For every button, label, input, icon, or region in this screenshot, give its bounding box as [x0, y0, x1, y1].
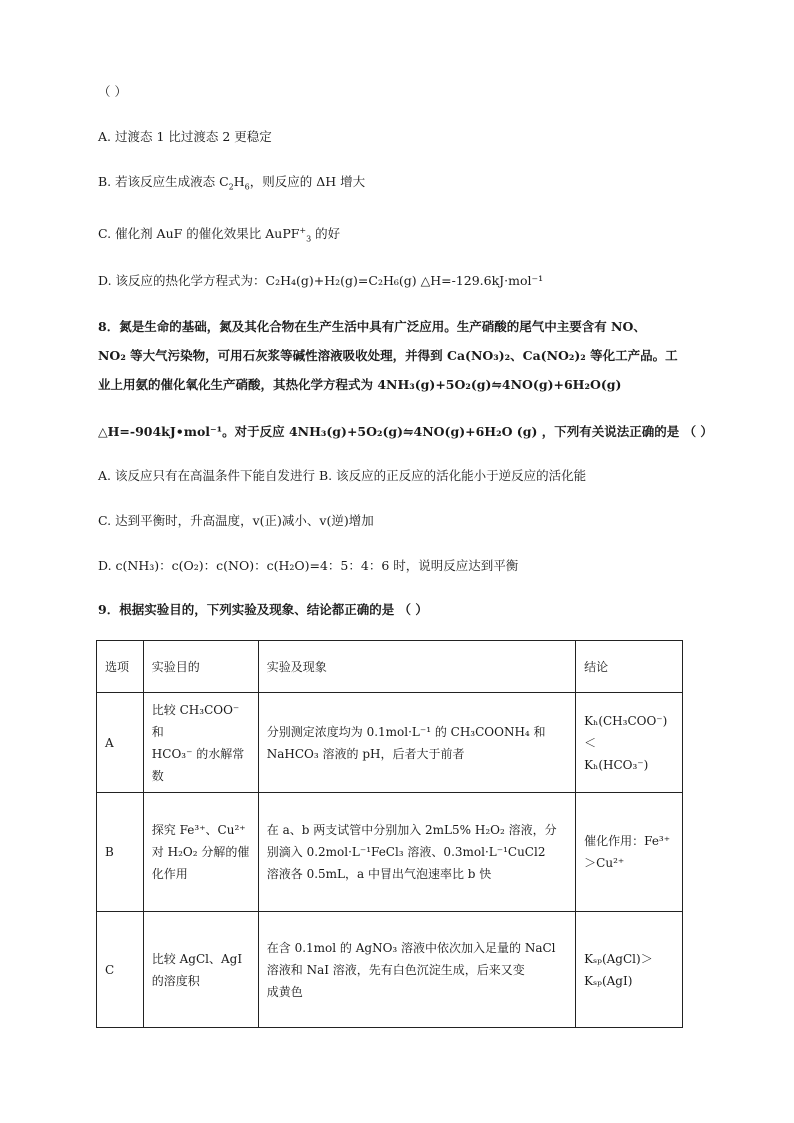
- procedure-line: 分别测定浓度均为 0.1mol·L⁻¹ 的 CH₃COONH₄ 和: [266, 724, 546, 739]
- procedure-line: 成黄色: [266, 984, 303, 999]
- procedure-line: 在含 0.1mol 的 AgNO₃ 溶液中依次加入足量的 NaCl: [266, 940, 556, 955]
- option-b-text-end: ，则反应的 ΔH 增大: [249, 174, 366, 189]
- header-option: 选项: [97, 641, 144, 693]
- row-procedure: [258, 793, 575, 912]
- question-7-option-a: A. 过渡态 1 比过渡态 2 更稳定: [98, 129, 272, 144]
- question-8-option-d: D. c(NH₃)：c(O₂)：c(NO)：c(H₂O)=4：5：4：6 时，说明反应达到平衡: [98, 558, 519, 573]
- option-c-text-end: 的好: [311, 226, 341, 242]
- experiment-table: [96, 640, 683, 1028]
- header-conclusion: 结论: [576, 641, 683, 693]
- question-7-option-d: D. 该反应的热化学方程式为：C₂H₄(g)+H₂(g)=C₂H₆(g) △H=-129.6kJ·mol⁻¹: [98, 273, 544, 288]
- question-7-option-c: [98, 222, 340, 249]
- option-c-subscript: 3: [306, 234, 312, 244]
- row-procedure: [258, 693, 575, 793]
- row-purpose: [143, 912, 258, 1028]
- procedure-line: 溶液和 NaI 溶液，先有白色沉淀生成，后来又变: [266, 962, 525, 977]
- option-b-subscript-6: 6: [244, 182, 250, 192]
- conclusion-line: Kₕ(HCO₃⁻): [584, 757, 649, 772]
- question-8-stem-line-1: 8．氮是生命的基础，氮及其化合物在生产生活中具有广泛应用。生产硝酸的尾气中主要含有 NO、: [98, 319, 646, 334]
- row-conclusion: [576, 793, 683, 912]
- option-c-text-start: C. 催化剂 AuF 的催化效果比 AuPF: [98, 226, 300, 242]
- question-8-options-a-b: A. 该反应只有在高温条件下能自发进行 B. 该反应的正反应的活化能小于逆反应的活化能: [98, 468, 587, 483]
- question-8-stem-line-4: △H=-904kJ•mol⁻¹。对于反应 4NH₃(g)+5O₂(g)⇋4NO(g)+6H₂O (g) ，下列有关说法正确的是 （ ）: [98, 424, 713, 439]
- header-procedure: 实验及现象: [258, 641, 575, 693]
- row-option: B: [97, 793, 144, 912]
- question-8-option-c: C. 达到平衡时，升高温度，v(正)减小、v(逆)增加: [98, 513, 374, 528]
- row-option: A: [97, 693, 144, 793]
- conclusion-line: ＞Cu²⁺: [584, 856, 625, 870]
- procedure-line: NaHCO₃ 溶液的 pH，后者大于前者: [266, 746, 465, 761]
- procedure-line: 别滴入 0.2mol·L⁻¹FeCl₃ 溶液、0.3mol·L⁻¹CuCl2: [266, 845, 546, 859]
- question-7-option-b: [98, 173, 365, 197]
- question-9-stem: 9．根据实验目的，下列实验及现象、结论都正确的是 （ ）: [98, 602, 428, 617]
- conclusion-line: Kₛₚ(AgCl)＞: [584, 951, 653, 966]
- row-procedure: [258, 912, 575, 1028]
- purpose-line: 对 H₂O₂ 分解的催: [151, 845, 250, 859]
- table-header-row: [97, 641, 683, 693]
- question-7-answer-paren: （ ）: [98, 84, 127, 99]
- purpose-line: 的溶度积: [151, 973, 200, 988]
- header-purpose: 实验目的: [143, 641, 258, 693]
- conclusion-line: Kₕ(CH₃COO⁻)＜: [584, 713, 668, 750]
- option-b-text-start: B. 若该反应生成液态 C: [98, 174, 229, 189]
- row-purpose: [143, 793, 258, 912]
- conclusion-line: 催化作用：Fe³⁺: [584, 834, 671, 848]
- question-8-stem-line-2: NO₂ 等大气污染物，可用石灰浆等碱性溶液吸收处理，并得到 Ca(NO₃)₂、Ca(NO₂)₂ 等化工产品。工: [98, 348, 678, 363]
- question-8-stem-line-3: 业上用氨的催化氧化生产硝酸，其热化学方程式为 4NH₃(g)+5O₂(g)⇋4NO(g)+6H₂O(g): [98, 377, 622, 392]
- purpose-line: 比较 AgCl、AgI: [151, 951, 243, 966]
- conclusion-line: Kₛₚ(AgI): [584, 973, 633, 988]
- procedure-line: 溶液各 0.5mL，a 中冒出气泡速率比 b 快: [266, 867, 492, 881]
- purpose-line: 化作用: [151, 867, 188, 881]
- table-row: [97, 793, 683, 912]
- procedure-line: 在 a、b 两支试管中分别加入 2mL5% H₂O₂ 溶液，分: [266, 823, 557, 837]
- purpose-line: 比较 CH₃COO⁻和: [151, 702, 240, 739]
- row-purpose: [143, 693, 258, 793]
- table-row: [97, 912, 683, 1028]
- purpose-line: HCO₃⁻ 的水解常数: [151, 746, 245, 783]
- table-row: [97, 693, 683, 793]
- row-conclusion: [576, 693, 683, 793]
- option-c-superscript: +: [299, 226, 307, 235]
- option-b-subscript-2: 2: [228, 182, 234, 192]
- purpose-line: 探究 Fe³⁺、Cu²⁺: [151, 823, 246, 837]
- row-conclusion: [576, 912, 683, 1028]
- row-option: C: [97, 912, 144, 1028]
- option-b-text-h: H: [233, 174, 245, 189]
